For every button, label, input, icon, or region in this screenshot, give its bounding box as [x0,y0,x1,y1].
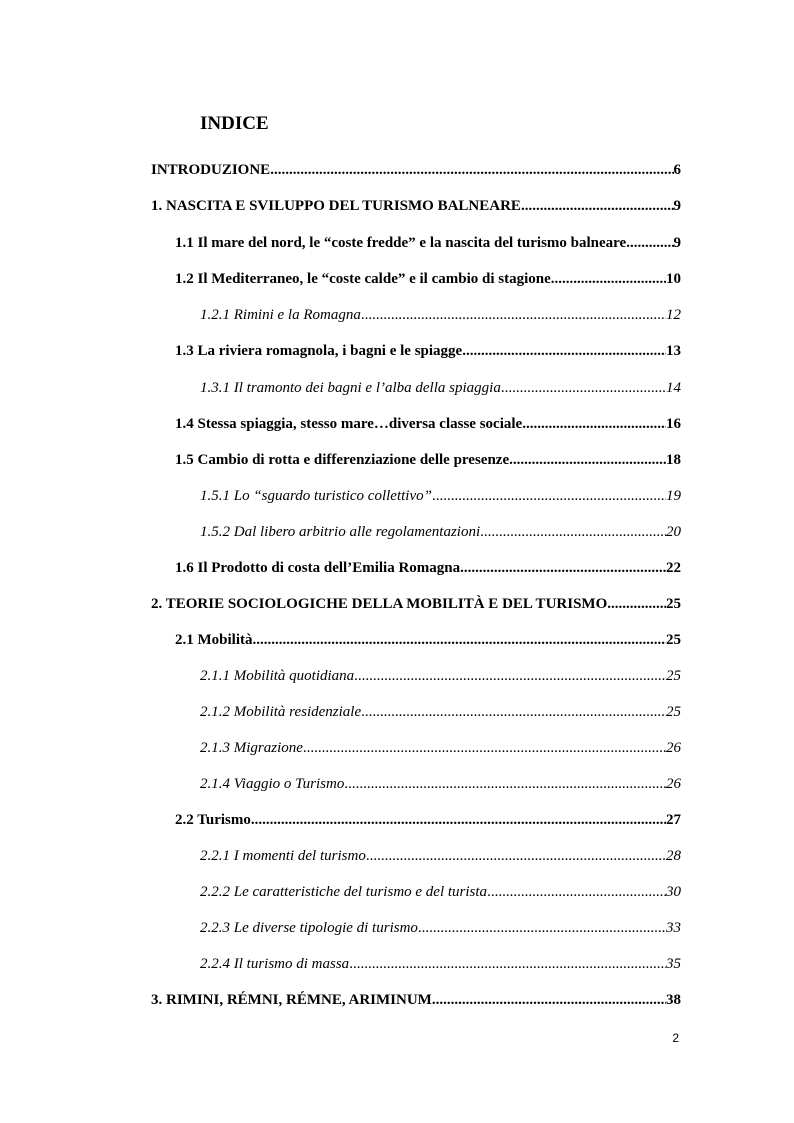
dot-leader [460,557,666,579]
dot-leader [480,521,666,543]
dot-leader [432,485,666,507]
toc-entry [200,845,681,867]
toc-entry-title: 3. RIMINI, RÉMNI, RÉMNE, ARIMINUM [151,992,432,1008]
toc-entry-page: 6 [673,162,681,178]
toc-entry-page: 14 [666,380,681,396]
toc-entry [151,159,681,181]
toc-entry-page: 25 [666,668,681,684]
toc-entry [175,340,681,362]
toc-entry [175,809,681,831]
toc-entry-page: 25 [666,704,681,720]
dot-leader [521,195,674,217]
toc-entry-page: 19 [666,488,681,504]
toc-entry-title: 1.6 Il Prodotto di costa dell’Emilia Romagna [175,560,461,576]
toc-entry-title: 1.2 Il Mediterraneo, le “coste calde” e il cambio di stagione [175,271,551,287]
toc-entry-title: 2.2 Turismo [175,812,251,828]
toc-entry-page: 18 [666,452,681,468]
toc-entry [200,917,681,939]
dot-leader [509,449,666,471]
toc-entry-title: 2.2.3 Le diverse tipologie di turismo [200,920,418,936]
dot-leader [432,989,666,1011]
toc-entry-page: 13 [666,343,681,359]
toc-entry-page: 10 [666,271,681,287]
toc-entry-title: 2.1.1 Mobilità quotidiana [200,668,355,684]
toc-entry-page: 25 [666,632,681,648]
toc-entry [200,953,681,975]
toc-entry [175,449,681,471]
dot-leader [344,773,666,795]
toc-entry [151,989,681,1011]
toc-entry-page: 25 [666,596,681,612]
dot-leader [354,665,666,687]
toc-entry [200,377,681,399]
page-title: INDICE [200,113,269,134]
toc-entry-page: 30 [666,884,681,900]
toc-entry-title: 2.2.4 Il turismo di massa [200,956,350,972]
toc-entry [175,232,681,254]
toc-entry-title: 2.2.1 I momenti del turismo [200,848,366,864]
toc-entry-title: 2.1 Mobilità [175,632,253,648]
toc-entry-page: 35 [666,956,681,972]
dot-leader [501,377,666,399]
toc-entry-title: 2.1.3 Migrazione [200,740,303,756]
toc-entry-page: 9 [673,198,681,214]
toc-entry-page: 26 [666,740,681,756]
toc-entry-title: 1. NASCITA E SVILUPPO DEL TURISMO BALNEARE [151,198,521,214]
page-number: 2 [672,1031,679,1045]
toc-entry [200,737,681,759]
toc-entry [200,881,681,903]
toc-entry-page: 20 [666,524,681,540]
dot-leader [361,701,666,723]
dot-leader [418,917,666,939]
toc-entry-page: 26 [666,776,681,792]
toc-entry-title: 1.3 La riviera romagnola, i bagni e le spiagge [175,343,463,359]
dot-leader [253,629,667,651]
toc-entry-page: 9 [673,235,681,251]
toc-entry-page: 22 [666,560,681,576]
dot-leader [462,340,666,362]
toc-entry-page: 33 [666,920,681,936]
toc-entry-page: 28 [666,848,681,864]
toc-entry-title: 1.5.1 Lo “sguardo turistico collettivo” [200,488,432,504]
toc-entry [200,304,681,326]
dot-leader [626,232,673,254]
dot-leader [522,413,666,435]
toc-entry-title: 1.1 Il mare del nord, le “coste fredde” e la nascita del turismo balneare [175,235,627,251]
toc-entry-page: 12 [666,307,681,323]
toc-entry [200,521,681,543]
toc-entry [175,557,681,579]
toc-entry-title: 1.5 Cambio di rotta e differenziazione delle presenze [175,452,510,468]
toc-entry [200,665,681,687]
toc-entry [200,701,681,723]
toc-entry-title: 2.1.4 Viaggio o Turismo [200,776,345,792]
toc-entry [151,593,681,615]
dot-leader [361,304,666,326]
toc-entry-title: 2.2.2 Le caratteristiche del turismo e del turista [200,884,488,900]
dot-leader [607,593,666,615]
toc-entry-page: 27 [666,812,681,828]
toc-entry-title: 2. TEORIE SOCIOLOGICHE DELLA MOBILITÀ E DEL TURISMO [151,596,608,612]
toc-entry [200,773,681,795]
dot-leader [349,953,666,975]
dot-leader [551,268,666,290]
dot-leader [270,159,673,181]
toc-entry-title: 1.3.1 Il tramonto dei bagni e l’alba della spiaggia [200,380,501,396]
toc-entry-title: 1.5.2 Dal libero arbitrio alle regolamentazioni [200,524,481,540]
dot-leader [487,881,666,903]
toc-entry-page: 38 [666,992,681,1008]
toc-entry-title: 1.4 Stessa spiaggia, stesso mare…diversa classe sociale [175,416,523,432]
toc-entry-title: 2.1.2 Mobilità residenziale [200,704,362,720]
toc-entry [175,629,681,651]
toc-entry [151,195,681,217]
toc-entry [175,268,681,290]
toc-entry-page: 16 [666,416,681,432]
toc-entry [200,485,681,507]
dot-leader [251,809,666,831]
toc-entry-title: INTRODUZIONE [151,162,271,178]
dot-leader [366,845,666,867]
toc-entry-title: 1.2.1 Rimini e la Romagna [200,307,361,323]
dot-leader [303,737,666,759]
toc-entry [175,413,681,435]
